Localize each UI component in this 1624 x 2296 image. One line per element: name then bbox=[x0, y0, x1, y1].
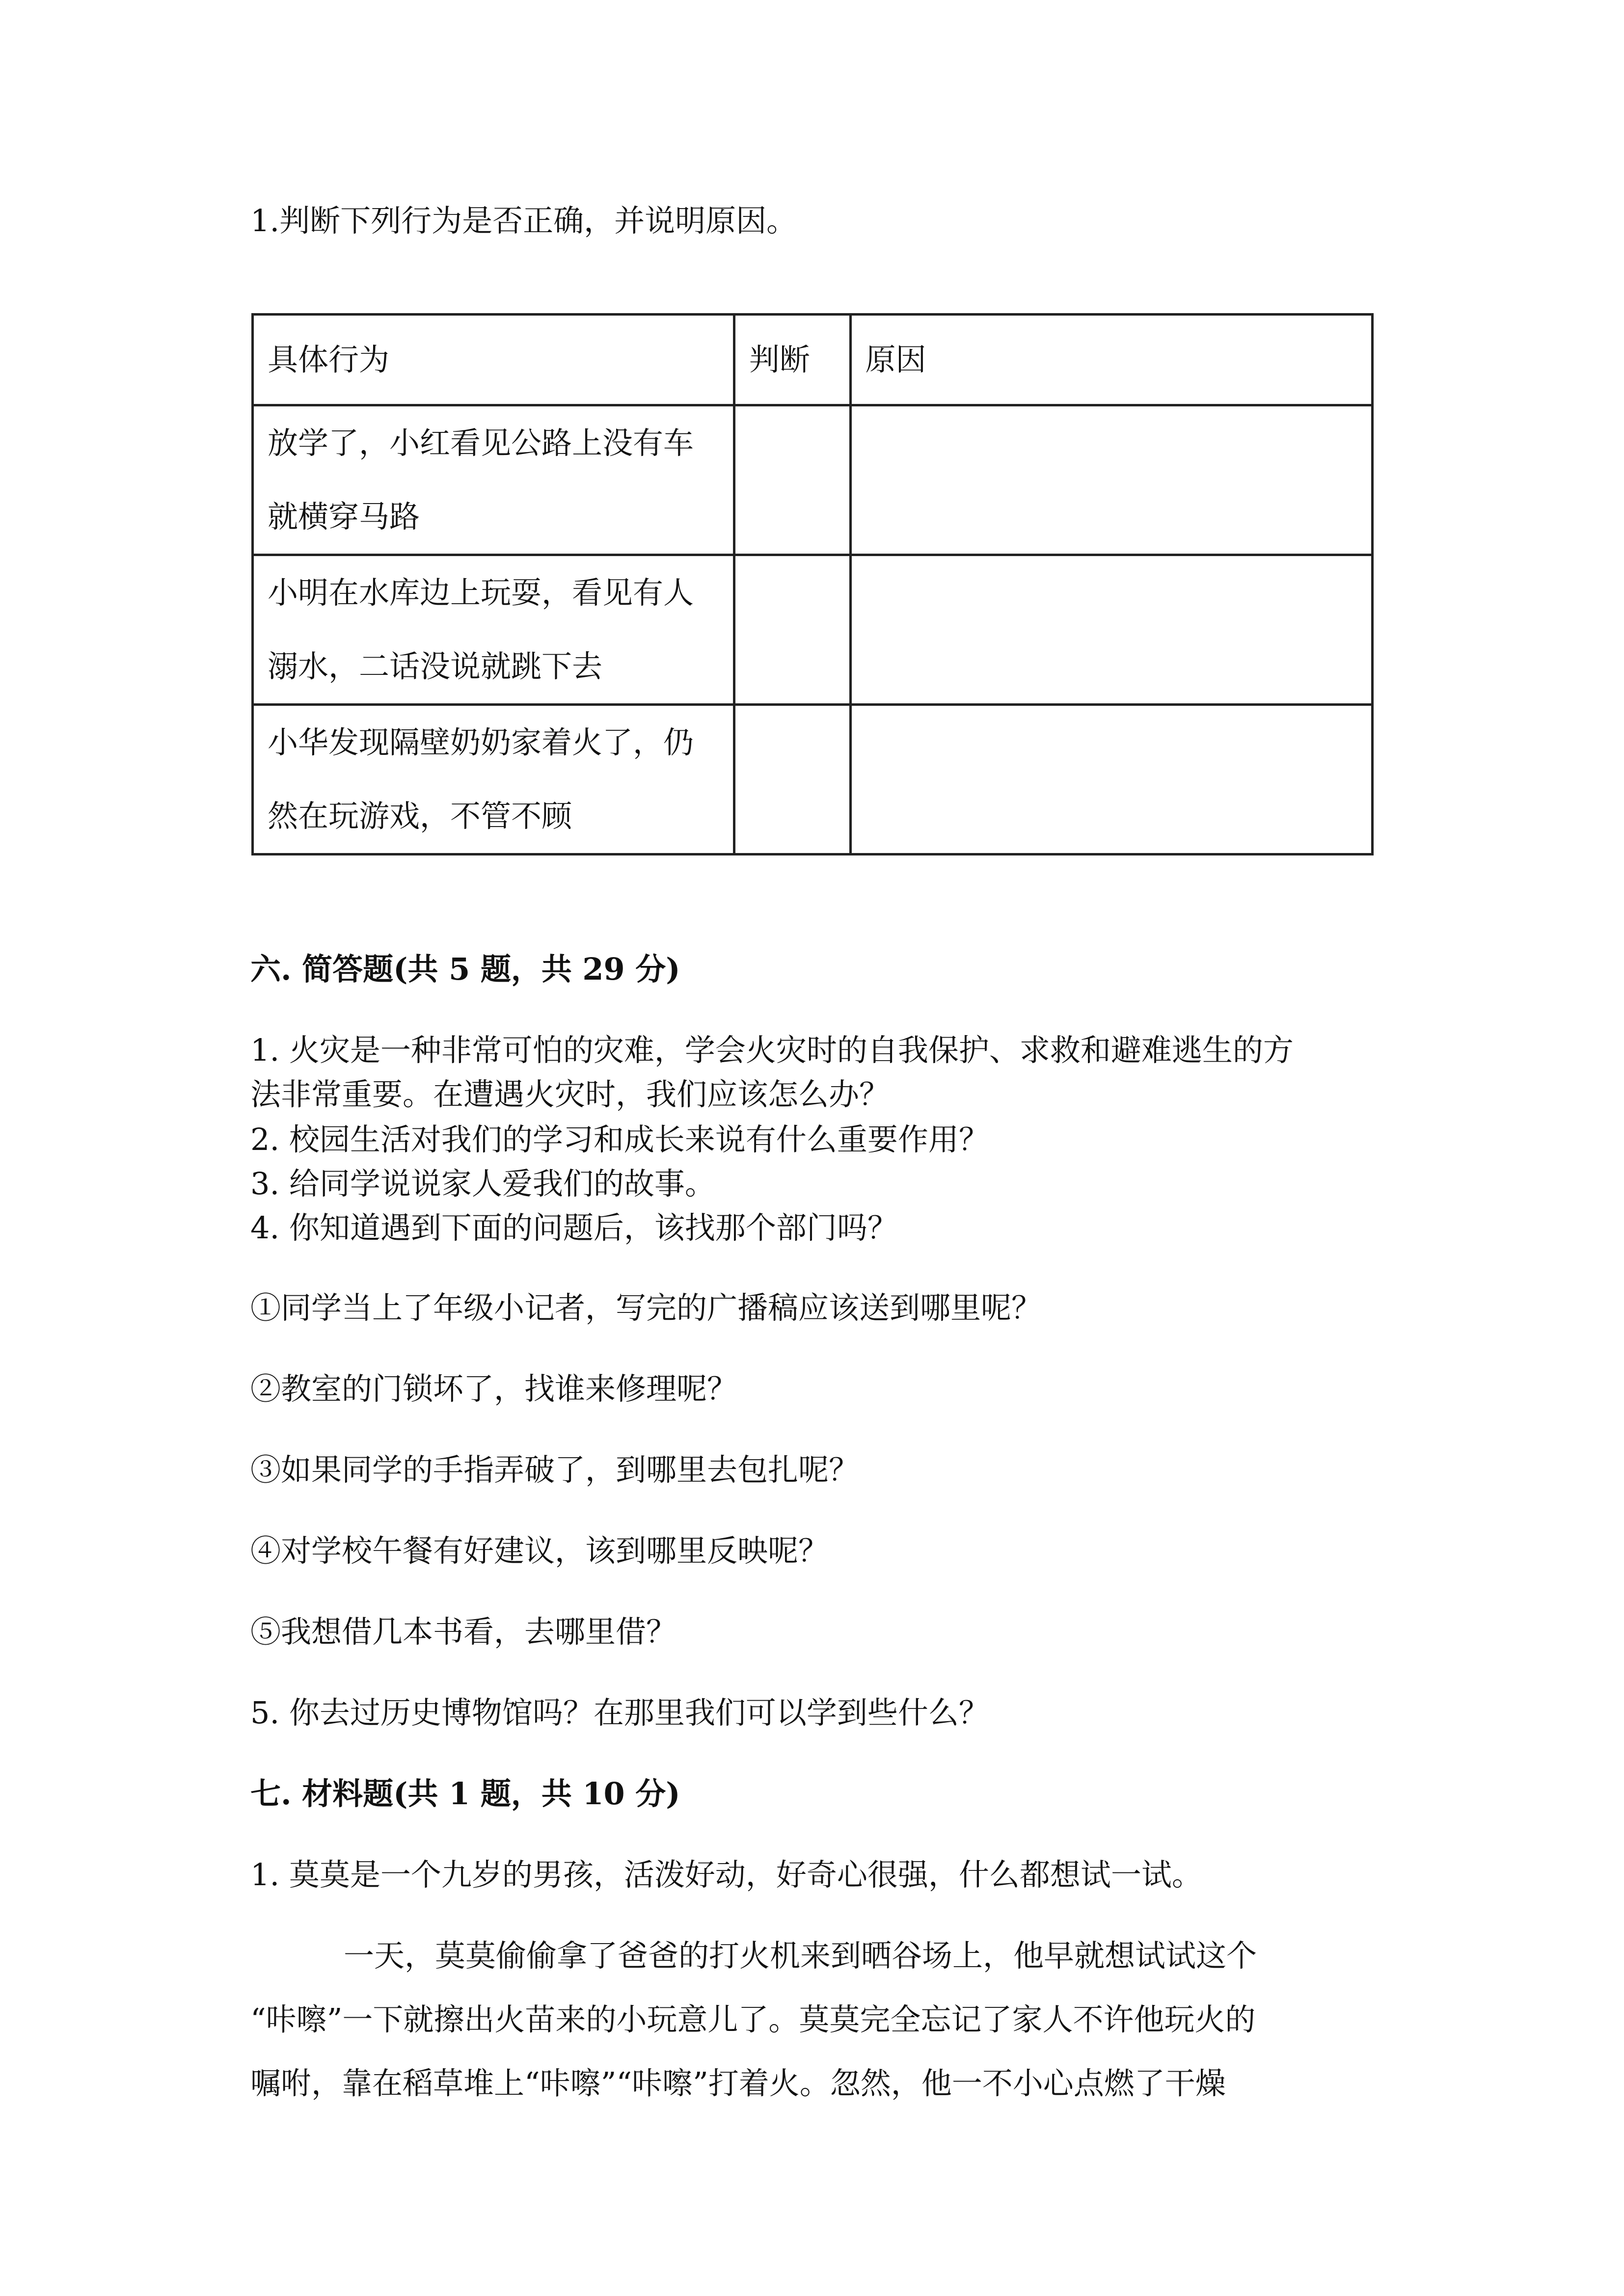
section7-q1: 1. 莫莫是一个九岁的男孩，活泼好动，好奇心很强，什么都想试一试。 bbox=[250, 1857, 1202, 1893]
reason-cell[interactable] bbox=[850, 555, 1372, 705]
table-header-row bbox=[253, 315, 1373, 405]
section6-q5: 5. 你去过历史博物馆吗？在那里我们可以学到些什么？ bbox=[250, 1695, 989, 1731]
section6-sub-item: ①同学当上了年级小记者，写完的广播稿应该送到哪里呢？ bbox=[250, 1290, 1042, 1326]
section7-paragraph-line1: 一天，莫莫偷偷拿了爸爸的打火机来到晒谷场上，他早就想试试这个 bbox=[344, 1938, 1257, 1974]
behavior-line: 小明在水库边上玩耍，看见有人 bbox=[268, 575, 694, 611]
judge-cell[interactable] bbox=[734, 705, 850, 854]
section6-q3: 3. 给同学说说家人爱我们的故事。 bbox=[250, 1166, 715, 1201]
section7-paragraph-line2: “咔嚓”一下就擦出火苗来的小玩意儿了。莫莫完全忘记了家人不许他玩火的 bbox=[250, 2002, 1256, 2037]
table-row bbox=[253, 405, 1373, 555]
behavior-cell bbox=[253, 405, 734, 555]
reason-cell[interactable] bbox=[850, 705, 1372, 854]
section7-paragraph-line3: 嘱咐，靠在稻草堆上“咔嚓”“咔嚓”打着火。忽然，他一不小心点燃了干燥 bbox=[250, 2065, 1226, 2101]
section7-heading: 七. 材料题(共 1 题，共 10 分) bbox=[250, 1776, 680, 1812]
behavior-line: 放学了，小红看见公路上没有车 bbox=[268, 425, 694, 461]
table-header-judge: 判断 bbox=[734, 315, 850, 405]
behavior-line: 溺水，二话没说就跳下去 bbox=[268, 648, 603, 684]
behavior-line: 就横穿马路 bbox=[268, 499, 420, 534]
section6-q4: 4. 你知道遇到下面的问题后，该找那个部门吗？ bbox=[250, 1210, 898, 1246]
section6-q1-line2: 法非常重要。在遭遇火灾时，我们应该怎么办？ bbox=[250, 1076, 890, 1112]
section6-sub-item: ④对学校午餐有好建议，该到哪里反映呢？ bbox=[250, 1533, 829, 1569]
judge-cell[interactable] bbox=[734, 555, 850, 705]
question-judge-title: 1.判断下列行为是否正确，并说明原因。 bbox=[250, 203, 797, 239]
section6-sub-item: ③如果同学的手指弄破了，到哪里去包扎呢？ bbox=[250, 1452, 860, 1488]
judge-cell[interactable] bbox=[734, 405, 850, 555]
table-row bbox=[253, 705, 1373, 854]
behavior-line: 然在玩游戏，不管不顾 bbox=[268, 798, 572, 834]
behavior-cell bbox=[253, 705, 734, 854]
judgement-table bbox=[251, 313, 1374, 855]
reason-cell[interactable] bbox=[850, 405, 1372, 555]
section6-sub-item: ②教室的门锁坏了，找谁来修理呢？ bbox=[250, 1371, 738, 1407]
behavior-line: 小华发现隔壁奶奶家着火了，仍 bbox=[268, 724, 694, 760]
section6-q1-line1: 1. 火灾是一种非常可怕的灾难，学会火灾时的自我保护、求救和避难逃生的方 bbox=[250, 1032, 1294, 1068]
section6-q2: 2. 校园生活对我们的学习和成长来说有什么重要作用？ bbox=[250, 1121, 989, 1157]
section6-heading: 六. 简答题(共 5 题，共 29 分) bbox=[250, 951, 680, 987]
section6-sub-item: ⑤我想借几本书看，去哪里借？ bbox=[250, 1614, 677, 1650]
table-header-reason: 原因 bbox=[850, 315, 1372, 405]
table-row bbox=[253, 555, 1373, 705]
table-header-behavior: 具体行为 bbox=[253, 315, 734, 405]
behavior-cell bbox=[253, 555, 734, 705]
